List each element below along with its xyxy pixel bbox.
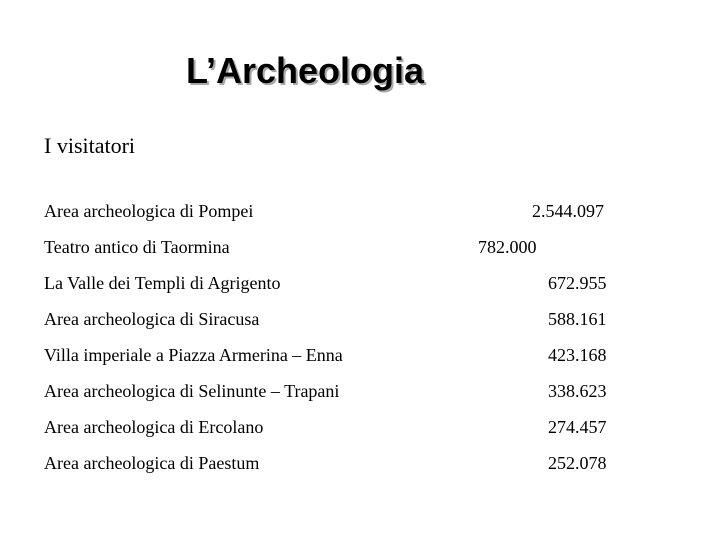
visitor-count-taormina: 782.000 bbox=[478, 237, 537, 257]
visitor-count-ercolano: 274.457 bbox=[548, 417, 607, 437]
visitor-count-paestum: 252.078 bbox=[548, 453, 607, 473]
page-subtitle: I visitatori bbox=[44, 133, 136, 158]
site-name-paestum: Area archeologica di Paestum bbox=[44, 453, 260, 473]
site-name-selinunte: Area archeologica di Selinunte – Trapani bbox=[44, 381, 340, 401]
visitor-count-pompei: 2.544.097 bbox=[532, 201, 604, 221]
visitor-count-siracusa: 588.161 bbox=[548, 309, 607, 329]
site-name-pompei: Area archeologica di Pompei bbox=[44, 201, 254, 221]
page-title: L’Archeologia bbox=[186, 50, 425, 91]
site-name-taormina: Teatro antico di Taormina bbox=[44, 237, 230, 257]
site-name-siracusa: Area archeologica di Siracusa bbox=[44, 309, 260, 329]
site-name-piazza-armerina: Villa imperiale a Piazza Armerina – Enna bbox=[44, 345, 343, 365]
visitor-count-agrigento: 672.955 bbox=[548, 273, 607, 293]
site-name-ercolano: Area archeologica di Ercolano bbox=[44, 417, 264, 437]
visitor-count-selinunte: 338.623 bbox=[548, 381, 607, 401]
site-name-agrigento: La Valle dei Templi di Agrigento bbox=[44, 273, 281, 293]
visitor-count-piazza-armerina: 423.168 bbox=[548, 345, 607, 365]
